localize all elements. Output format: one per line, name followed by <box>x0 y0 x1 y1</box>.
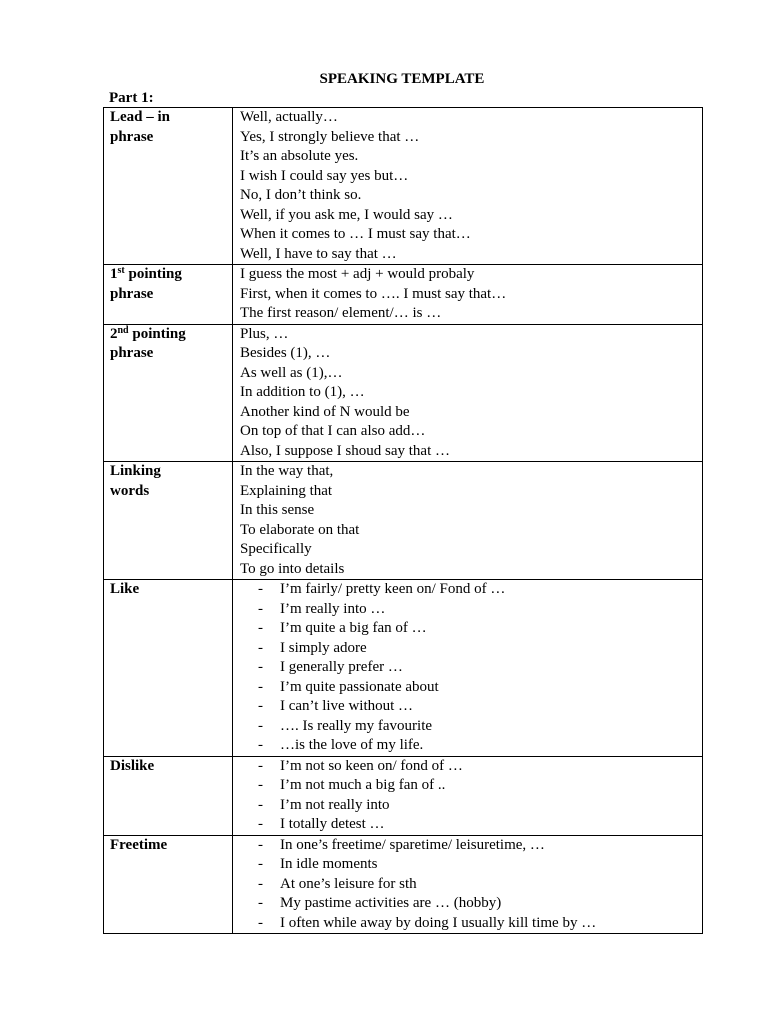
phrase-line: In addition to (1), … <box>240 384 365 400</box>
ordinal-rest: pointing <box>128 325 186 342</box>
phrase-line: As well as (1),… <box>240 364 343 381</box>
bullet-item <box>240 757 698 777</box>
table-row <box>104 835 703 934</box>
bullet-dash: - <box>258 914 263 931</box>
document-title: SPEAKING TEMPLATE <box>319 71 485 87</box>
row-label-line: Like <box>110 581 140 597</box>
bullet-text: My pastime activities are … (hobby) <box>280 895 502 911</box>
bullet-item <box>240 836 698 856</box>
row-label-line: Linking <box>110 463 161 479</box>
phrase-line: Well, if you ask me, I would say … <box>240 206 453 223</box>
ordinal-suffix: nd <box>117 324 129 336</box>
phrase-line: Besides (1), … <box>240 345 331 361</box>
bullet-dash: - <box>258 777 263 793</box>
row-label-cell <box>104 324 233 462</box>
phrase-line: Specifically <box>240 541 312 557</box>
bullet-item <box>240 875 698 895</box>
bullet-text: …. Is really my favourite <box>280 717 433 734</box>
phrase-line: When it comes to … I must say that… <box>240 226 471 242</box>
bullet-text: In one’s freetime/ sparetime/ leisuretime, … <box>280 836 545 853</box>
bullet-dash: - <box>258 581 263 597</box>
bullet-item <box>240 736 698 756</box>
bullet-dash: - <box>258 757 263 774</box>
table-row <box>104 265 703 325</box>
phrase-line: Well, I have to say that … <box>240 245 397 262</box>
bullet-text: I’m not much a big fan of .. <box>280 777 446 793</box>
row-content-cell <box>233 756 703 835</box>
table-row <box>104 108 703 265</box>
row-label-line: Freetime <box>110 836 168 853</box>
bullet-text: I simply adore <box>280 639 367 656</box>
bullet-dash: - <box>258 698 263 714</box>
bullet-dash: - <box>258 856 263 872</box>
row-label-cell <box>104 265 233 325</box>
bullet-item <box>240 678 698 698</box>
part-label: Part 1: <box>109 90 154 106</box>
bullet-dash: - <box>258 717 263 734</box>
bullet-item <box>240 855 698 875</box>
row-label-line: phrase <box>110 128 154 145</box>
phrase-line: Another kind of N would be <box>240 403 410 420</box>
bullet-text: …is the love of my life. <box>280 737 424 753</box>
phrase-line: To elaborate on that <box>240 521 360 538</box>
bullet-dash: - <box>258 639 263 656</box>
phrase-line: To go into details <box>240 560 345 577</box>
row-label-line: phrase <box>110 285 154 302</box>
row-label-line: Dislike <box>110 757 155 774</box>
bullet-dash: - <box>258 875 263 892</box>
row-label-cell <box>104 108 233 265</box>
bullet-text: I often while away by doing I usually kill time by … <box>280 914 597 931</box>
bullet-item <box>240 894 698 914</box>
bullet-dash: - <box>258 678 263 695</box>
table-body <box>104 108 703 934</box>
row-content-cell <box>233 324 703 462</box>
row-label-cell <box>104 580 233 757</box>
bullet-item <box>240 914 698 934</box>
row-label-line: phrase <box>110 345 154 361</box>
phrase-line: I wish I could say yes but… <box>240 167 409 184</box>
table-row <box>104 580 703 757</box>
bullet-text: I’m fairly/ pretty keen on/ Fond of … <box>280 581 506 597</box>
ordinal-rest: pointing <box>124 266 182 282</box>
phrase-line: Explaining that <box>240 482 333 499</box>
bullet-item <box>240 697 698 717</box>
bullet-dash: - <box>258 737 263 753</box>
bullet-dash: - <box>258 836 263 853</box>
row-content-cell <box>233 835 703 934</box>
bullet-dash: - <box>258 816 263 832</box>
bullet-text: I’m not so keen on/ fond of … <box>280 757 463 774</box>
bullet-dash: - <box>258 659 263 675</box>
phrase-line: First, when it comes to …. I must say that… <box>240 285 507 302</box>
row-content-cell <box>233 108 703 265</box>
phrase-line: On top of that I can also add… <box>240 423 426 439</box>
phrase-line: The first reason/ element/… is … <box>240 305 442 321</box>
bullet-dash: - <box>258 796 263 813</box>
bullet-dash: - <box>258 600 263 617</box>
row-label-cell <box>104 756 233 835</box>
table-row <box>104 756 703 835</box>
row-label-line: Lead – in <box>110 109 171 125</box>
speaking-template-table <box>103 107 703 934</box>
phrase-line: In this sense <box>240 502 315 518</box>
phrase-line: No, I don’t think so. <box>240 187 362 203</box>
row-label-line <box>110 265 228 285</box>
ordinal-suffix: st <box>117 265 125 276</box>
table-row <box>104 324 703 462</box>
bullet-text: I’m not really into <box>280 796 390 813</box>
bullet-dash: - <box>258 620 263 636</box>
bullet-item <box>240 776 698 796</box>
phrase-line: Also, I suppose I shoud say that … <box>240 442 450 459</box>
row-content-cell <box>233 580 703 757</box>
phrase-line: It’s an absolute yes. <box>240 148 359 164</box>
row-label-line: words <box>110 482 150 499</box>
table-row <box>104 462 703 580</box>
phrase-line: I guess the most + adj + would probaly <box>240 266 475 282</box>
bullet-item <box>240 619 698 639</box>
phrase-line: Plus, … <box>240 325 289 342</box>
ordinal-number: 1 <box>110 266 118 282</box>
bullet-item <box>240 717 698 737</box>
row-content-cell <box>233 265 703 325</box>
bullet-item <box>240 580 698 600</box>
bullet-text: In idle moments <box>280 856 378 872</box>
bullet-dash: - <box>258 895 263 911</box>
ordinal-number: 2 <box>110 325 118 342</box>
bullet-item <box>240 639 698 659</box>
bullet-item <box>240 658 698 678</box>
phrase-line: Well, actually… <box>240 109 338 125</box>
bullet-text: At one’s leisure for sth <box>280 875 417 892</box>
bullet-text: I’m really into … <box>280 600 386 617</box>
bullet-text: I can’t live without … <box>280 698 414 714</box>
row-label-cell <box>104 835 233 934</box>
bullet-item <box>240 796 698 816</box>
row-label-cell <box>104 462 233 580</box>
bullet-item <box>240 815 698 835</box>
row-label-line <box>110 325 228 345</box>
bullet-text: I generally prefer … <box>280 659 403 675</box>
bullet-text: I totally detest … <box>280 816 385 832</box>
row-content-cell <box>233 462 703 580</box>
bullet-item <box>240 600 698 620</box>
phrase-line: Yes, I strongly believe that … <box>240 128 420 145</box>
phrase-line: In the way that, <box>240 463 334 479</box>
bullet-text: I’m quite a big fan of … <box>280 620 427 636</box>
bullet-text: I’m quite passionate about <box>280 678 439 695</box>
